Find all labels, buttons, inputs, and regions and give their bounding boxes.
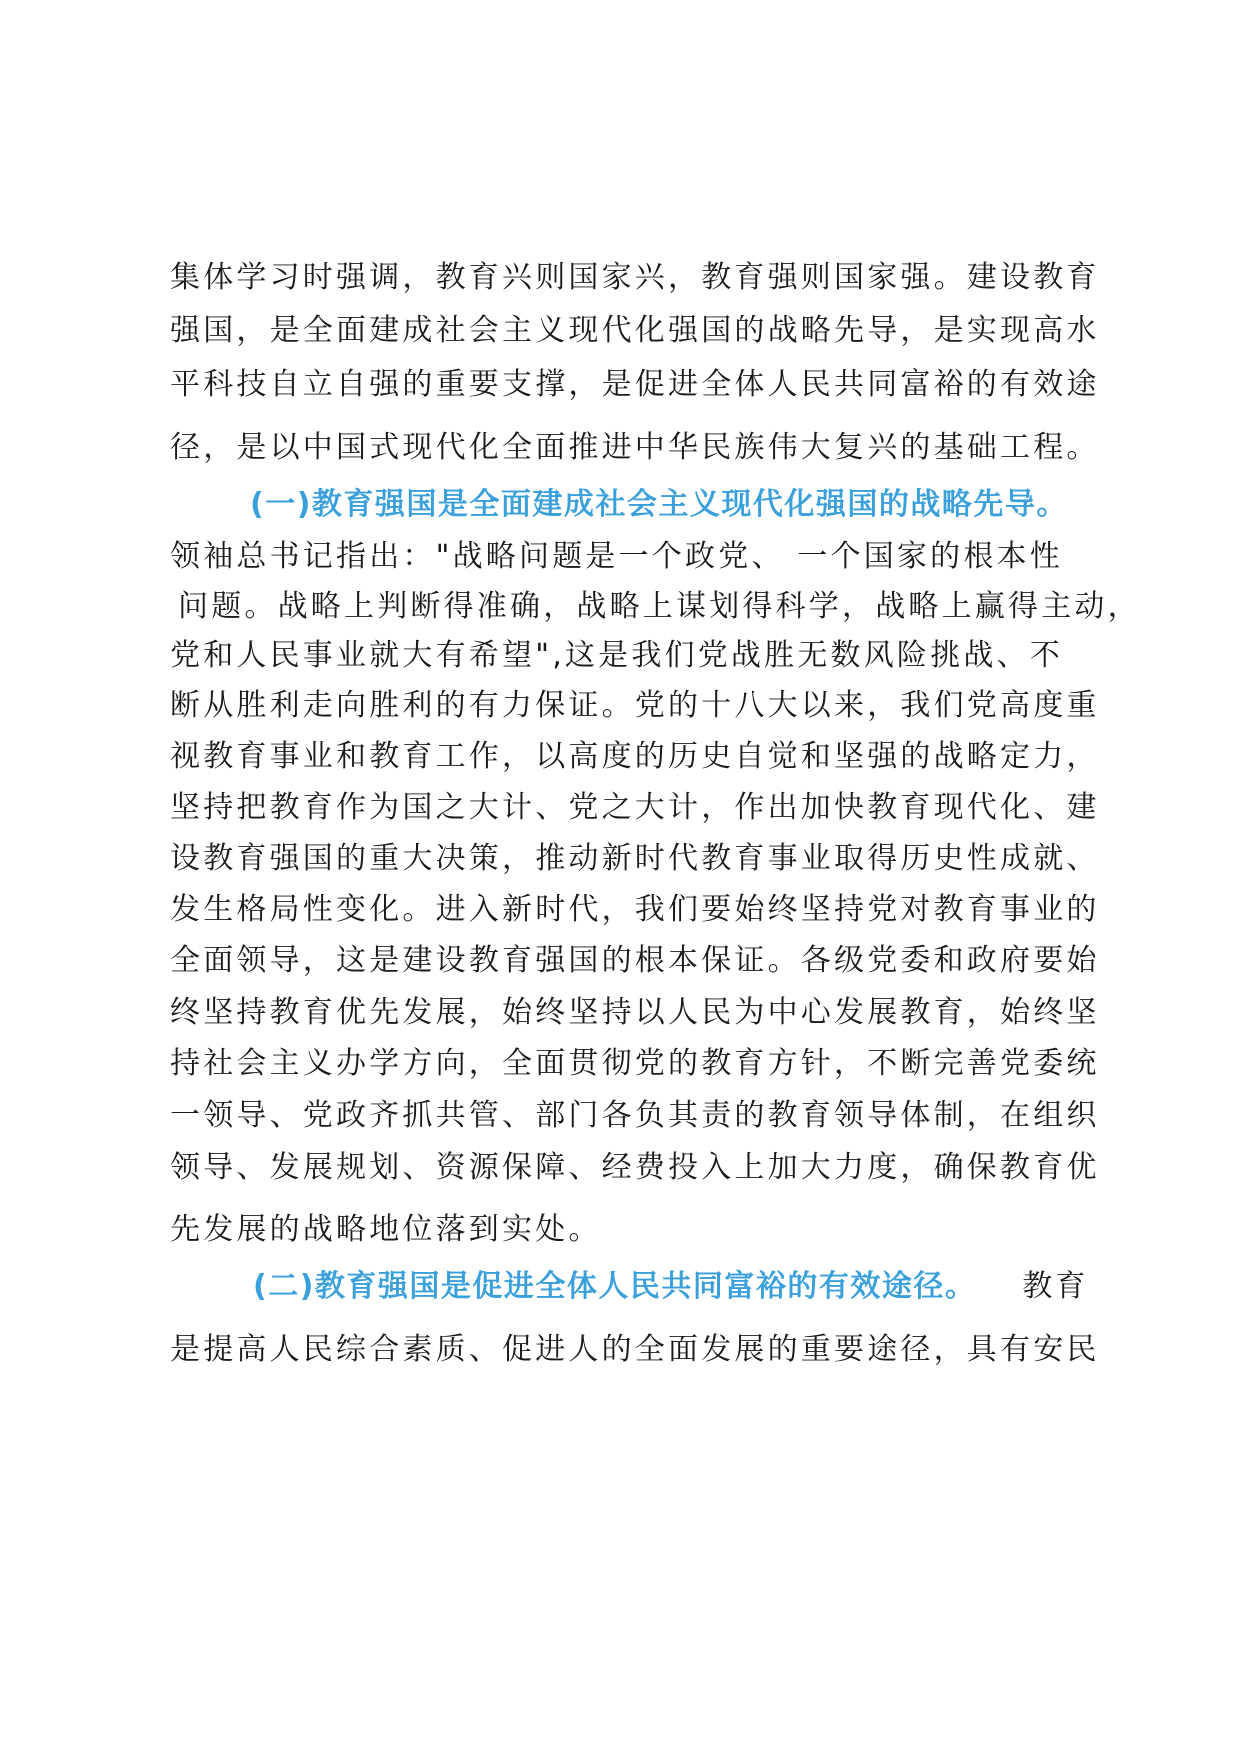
body-text-line: 一领导、党政齐抓共管、部门各负其责的教育领导体制，在组织 <box>170 1098 1100 1133</box>
body-text-line: 断从胜利走向胜利的有力保证。党的十八大以来，我们党高度重 <box>170 688 1100 723</box>
section-heading-2-text: (二)教育强国是促进全体人民共同富裕的有效途径。 <box>253 1269 977 1304</box>
body-text-line: 设教育强国的重大决策，推动新时代教育事业取得历史性成就、 <box>170 841 1100 876</box>
section-heading-2 <box>253 1267 1088 1307</box>
body-text-line: 平科技自立自强的重要支撑，是促进全体人民共同富裕的有效途 <box>170 367 1100 402</box>
body-text-line: 强国，是全面建成社会主义现代化强国的战略先导，是实现高水 <box>170 313 1100 348</box>
body-text-line: 是提高人民综合素质、促进人的全面发展的重要途径，具有安民 <box>170 1332 1100 1367</box>
section-heading-2-tail: 教育 <box>1022 1269 1089 1304</box>
body-text-line: 持社会主义办学方向，全面贯彻党的教育方针，不断完善党委统 <box>170 1046 1100 1081</box>
body-text-line: 坚持把教育作为国之大计、党之大计，作出加快教育现代化、建 <box>170 790 1100 825</box>
section-heading-1-text: (一)教育强国是全面建成社会主义现代化强国的战略先导。 <box>250 487 1068 522</box>
body-text-line: 先发展的战略地位落到实处。 <box>170 1212 602 1247</box>
body-text-line: 全面领导，这是建设教育强国的根本保证。各级党委和政府要始 <box>170 943 1100 978</box>
body-text-line: 视教育事业和教育工作，以高度的历史自觉和坚强的战略定力， <box>170 739 1100 774</box>
body-text-line: 径，是以中国式现代化全面推进中华民族伟大复兴的基础工程。 <box>170 430 1100 465</box>
section-heading-1 <box>250 485 1068 525</box>
body-text-line: 党和人民事业就大有希望",这是我们党战胜无数风险挑战、不 <box>170 638 1063 673</box>
body-text-line: 集体学习时强调，教育兴则国家兴，教育强则国家强。建设教育 <box>170 260 1100 295</box>
body-text-line: 领袖总书记指出："战略问题是一个政党、 一个国家的根本性 <box>170 539 1063 574</box>
body-text-line: 发生格局性变化。进入新时代，我们要始终坚持党对教育事业的 <box>170 892 1100 927</box>
body-text-line: 领导、发展规划、资源保障、经费投入上加大力度，确保教育优 <box>170 1150 1100 1185</box>
body-text-line: 终坚持教育优先发展，始终坚持以人民为中心发展教育，始终坚 <box>170 995 1100 1030</box>
body-text-line: 问题。战略上判断得准确，战略上谋划得科学，战略上赢得主动， <box>178 589 1141 624</box>
